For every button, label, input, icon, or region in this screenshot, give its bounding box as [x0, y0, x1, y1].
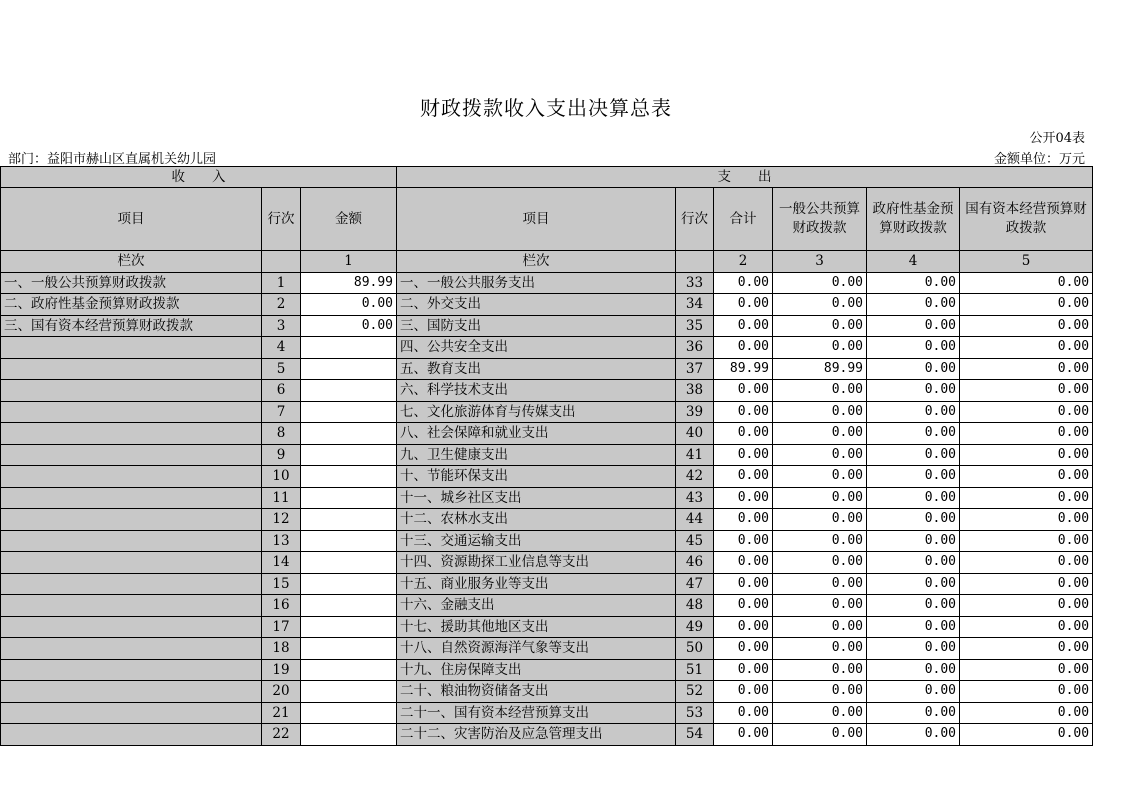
income-item-cell: [1, 552, 262, 574]
general-budget-cell: 0.00: [773, 272, 867, 294]
income-item-cell: 一、一般公共预算财政拨款: [1, 272, 262, 294]
income-amount-cell: [301, 444, 397, 466]
table-row: [1, 573, 1093, 595]
expense-item-cell: 十、节能环保支出: [397, 466, 676, 488]
income-row-no-cell: 18: [262, 638, 301, 660]
expense-item-cell: 六、科学技术支出: [397, 380, 676, 402]
expense-item-cell: 八、社会保障和就业支出: [397, 423, 676, 445]
general-budget-cell: 0.00: [773, 552, 867, 574]
income-lanci-label: 栏次: [1, 251, 262, 273]
total-cell: 0.00: [714, 638, 773, 660]
expense-row-no-cell: 48: [676, 595, 714, 617]
income-amount-cell: 0.00: [301, 315, 397, 337]
expense-row-no-cell: 45: [676, 530, 714, 552]
general-budget-cell: 0.00: [773, 401, 867, 423]
general-budget-cell: 0.00: [773, 659, 867, 681]
expense-item-cell: 十九、住房保障支出: [397, 659, 676, 681]
expense-item-cell: 十六、金融支出: [397, 595, 676, 617]
expense-item-cell: 二十一、国有资本经营预算支出: [397, 702, 676, 724]
total-cell: 0.00: [714, 272, 773, 294]
income-item-cell: 二、政府性基金预算财政拨款: [1, 294, 262, 316]
table-row: [1, 380, 1093, 402]
total-cell: 0.00: [714, 315, 773, 337]
income-item-cell: [1, 530, 262, 552]
total-cell: 0.00: [714, 294, 773, 316]
general-budget-cell: 0.00: [773, 530, 867, 552]
total-cell: 0.00: [714, 487, 773, 509]
expense-row-no-cell: 41: [676, 444, 714, 466]
fiscal-summary-table: [0, 166, 1093, 746]
total-cell: 0.00: [714, 380, 773, 402]
department-label: 部门：益阳市赫山区直属机关幼儿园: [8, 152, 217, 167]
income-item-cell: [1, 595, 262, 617]
income-item-cell: [1, 337, 262, 359]
expense-lanci-label: 栏次: [397, 251, 676, 273]
expense-row-no-cell: 47: [676, 573, 714, 595]
income-row-no-cell: 13: [262, 530, 301, 552]
form-number: 公开04表: [1029, 131, 1085, 146]
income-amount-cell: [301, 509, 397, 531]
general-budget-cell: 0.00: [773, 638, 867, 660]
state-capital-cell: 0.00: [960, 681, 1093, 703]
expense-row-no-cell: 50: [676, 638, 714, 660]
state-capital-cell: 0.00: [960, 638, 1093, 660]
income-row-no-cell: 19: [262, 659, 301, 681]
table-row: [1, 702, 1093, 724]
income-row-no-cell: 2: [262, 294, 301, 316]
fund-budget-header: 政府性基金预算财政拨款: [867, 188, 960, 251]
income-item-cell: [1, 487, 262, 509]
total-cell: 0.00: [714, 681, 773, 703]
expense-item-cell: 十七、援助其他地区支出: [397, 616, 676, 638]
column-header-row: [1, 188, 1093, 251]
expense-item-cell: 二、外交支出: [397, 294, 676, 316]
expense-row-no-cell: 36: [676, 337, 714, 359]
expense-item-cell: 一、一般公共服务支出: [397, 272, 676, 294]
income-amount-cell: [301, 595, 397, 617]
column-index-row: [1, 251, 1093, 273]
income-item-cell: [1, 573, 262, 595]
expense-item-cell: 十三、交通运输支出: [397, 530, 676, 552]
expense-item-cell: 四、公共安全支出: [397, 337, 676, 359]
income-amount-cell: [301, 358, 397, 380]
expense-row-no-cell: 43: [676, 487, 714, 509]
col-index-3: 3: [773, 251, 867, 273]
expense-item-cell: 十二、农林水支出: [397, 509, 676, 531]
table-row: [1, 272, 1093, 294]
general-budget-cell: 0.00: [773, 380, 867, 402]
total-cell: 0.00: [714, 444, 773, 466]
income-item-cell: [1, 466, 262, 488]
fund-budget-cell: 0.00: [867, 466, 960, 488]
income-amount-cell: 0.00: [301, 294, 397, 316]
income-amount-cell: [301, 638, 397, 660]
total-cell: 89.99: [714, 358, 773, 380]
fund-budget-cell: 0.00: [867, 401, 960, 423]
table-row: [1, 294, 1093, 316]
general-budget-cell: 0.00: [773, 702, 867, 724]
expense-row-no-cell: 44: [676, 509, 714, 531]
income-item-header: 项目: [1, 188, 262, 251]
income-row-no-cell: 11: [262, 487, 301, 509]
income-row-no-cell: 21: [262, 702, 301, 724]
income-row-no-cell: 15: [262, 573, 301, 595]
expense-section-header: 支 出: [397, 167, 1093, 188]
table-row: [1, 487, 1093, 509]
expense-row-no-cell: 42: [676, 466, 714, 488]
fund-budget-cell: 0.00: [867, 294, 960, 316]
expense-item-cell: 二十、粮油物资储备支出: [397, 681, 676, 703]
state-capital-cell: 0.00: [960, 272, 1093, 294]
income-row-no-cell: 9: [262, 444, 301, 466]
expense-item-cell: 七、文化旅游体育与传媒支出: [397, 401, 676, 423]
state-capital-cell: 0.00: [960, 315, 1093, 337]
income-row-no-cell: 6: [262, 380, 301, 402]
fund-budget-cell: 0.00: [867, 702, 960, 724]
expense-item-cell: 三、国防支出: [397, 315, 676, 337]
state-capital-cell: 0.00: [960, 509, 1093, 531]
state-capital-cell: 0.00: [960, 724, 1093, 746]
fund-budget-cell: 0.00: [867, 315, 960, 337]
income-amount-cell: [301, 423, 397, 445]
total-cell: 0.00: [714, 552, 773, 574]
income-amount-header: 金额: [301, 188, 397, 251]
state-capital-cell: 0.00: [960, 423, 1093, 445]
income-row-no-cell: 12: [262, 509, 301, 531]
income-amount-cell: [301, 466, 397, 488]
income-row-no-cell: 16: [262, 595, 301, 617]
expense-item-cell: 十八、自然资源海洋气象等支出: [397, 638, 676, 660]
expense-row-no-header: 行次: [676, 188, 714, 251]
income-item-cell: [1, 681, 262, 703]
table-row: [1, 444, 1093, 466]
table-row: [1, 315, 1093, 337]
income-item-cell: [1, 724, 262, 746]
fund-budget-cell: 0.00: [867, 616, 960, 638]
expense-item-cell: 十一、城乡社区支出: [397, 487, 676, 509]
income-amount-cell: [301, 487, 397, 509]
income-item-cell: [1, 702, 262, 724]
total-cell: 0.00: [714, 401, 773, 423]
expense-row-no-cell: 52: [676, 681, 714, 703]
state-capital-cell: 0.00: [960, 702, 1093, 724]
income-row-no-header: 行次: [262, 188, 301, 251]
income-section-header: 收 入: [1, 167, 397, 188]
income-item-cell: [1, 444, 262, 466]
state-capital-cell: 0.00: [960, 401, 1093, 423]
income-row-no-cell: 3: [262, 315, 301, 337]
general-budget-cell: 0.00: [773, 315, 867, 337]
income-item-cell: [1, 358, 262, 380]
table-row: [1, 724, 1093, 746]
total-cell: 0.00: [714, 466, 773, 488]
income-amount-cell: [301, 337, 397, 359]
income-amount-cell: [301, 573, 397, 595]
total-header: 合计: [714, 188, 773, 251]
income-item-cell: [1, 638, 262, 660]
income-row-no-cell: 22: [262, 724, 301, 746]
income-amount-cell: [301, 724, 397, 746]
income-amount-cell: [301, 401, 397, 423]
fund-budget-cell: 0.00: [867, 423, 960, 445]
expense-item-header: 项目: [397, 188, 676, 251]
expense-item-cell: 五、教育支出: [397, 358, 676, 380]
income-amount-cell: [301, 659, 397, 681]
general-budget-cell: 0.00: [773, 573, 867, 595]
general-budget-cell: 89.99: [773, 358, 867, 380]
col-index-4: 4: [867, 251, 960, 273]
fund-budget-cell: 0.00: [867, 487, 960, 509]
total-cell: 0.00: [714, 423, 773, 445]
state-capital-cell: 0.00: [960, 487, 1093, 509]
col-index-5: 5: [960, 251, 1093, 273]
state-capital-cell: 0.00: [960, 552, 1093, 574]
total-cell: 0.00: [714, 616, 773, 638]
income-amount-cell: [301, 616, 397, 638]
table-row: [1, 466, 1093, 488]
table-row: [1, 552, 1093, 574]
expense-row-no-cell: 35: [676, 315, 714, 337]
col-index-2: 2: [714, 251, 773, 273]
state-capital-cell: 0.00: [960, 444, 1093, 466]
income-row-no-cell: 20: [262, 681, 301, 703]
expense-row-no-cell: 34: [676, 294, 714, 316]
expense-row-no-cell: 51: [676, 659, 714, 681]
expense-row-no-cell: 33: [676, 272, 714, 294]
table-row: [1, 530, 1093, 552]
total-cell: 0.00: [714, 509, 773, 531]
income-item-cell: [1, 423, 262, 445]
fund-budget-cell: 0.00: [867, 380, 960, 402]
table-row: [1, 616, 1093, 638]
fund-budget-cell: 0.00: [867, 509, 960, 531]
table-row: [1, 681, 1093, 703]
table-row: [1, 423, 1093, 445]
general-budget-cell: 0.00: [773, 337, 867, 359]
general-budget-cell: 0.00: [773, 509, 867, 531]
income-item-cell: [1, 659, 262, 681]
table-row: [1, 595, 1093, 617]
section-header-row: [1, 167, 1093, 188]
income-amount-cell: 89.99: [301, 272, 397, 294]
fund-budget-cell: 0.00: [867, 573, 960, 595]
fund-budget-cell: 0.00: [867, 638, 960, 660]
general-budget-cell: 0.00: [773, 724, 867, 746]
fund-budget-cell: 0.00: [867, 595, 960, 617]
fund-budget-cell: 0.00: [867, 659, 960, 681]
state-capital-cell: 0.00: [960, 530, 1093, 552]
fund-budget-cell: 0.00: [867, 724, 960, 746]
general-budget-cell: 0.00: [773, 616, 867, 638]
income-row-no-cell: 17: [262, 616, 301, 638]
fund-budget-cell: 0.00: [867, 358, 960, 380]
expense-item-cell: 十五、商业服务业等支出: [397, 573, 676, 595]
total-cell: 0.00: [714, 337, 773, 359]
general-budget-cell: 0.00: [773, 487, 867, 509]
expense-row-no-cell: 37: [676, 358, 714, 380]
general-budget-cell: 0.00: [773, 681, 867, 703]
general-budget-cell: 0.00: [773, 294, 867, 316]
state-capital-cell: 0.00: [960, 294, 1093, 316]
income-amount-cell: [301, 681, 397, 703]
income-row-no-cell: 5: [262, 358, 301, 380]
fund-budget-cell: 0.00: [867, 681, 960, 703]
general-budget-cell: 0.00: [773, 423, 867, 445]
total-cell: 0.00: [714, 702, 773, 724]
state-capital-cell: 0.00: [960, 573, 1093, 595]
income-row-no-cell: 10: [262, 466, 301, 488]
state-capital-cell: 0.00: [960, 616, 1093, 638]
total-cell: 0.00: [714, 573, 773, 595]
table-row: [1, 638, 1093, 660]
income-item-cell: [1, 380, 262, 402]
income-row-no-cell: 1: [262, 272, 301, 294]
expense-row-no-cell: 49: [676, 616, 714, 638]
expense-row-no-cell: 46: [676, 552, 714, 574]
fund-budget-cell: 0.00: [867, 444, 960, 466]
table-row: [1, 337, 1093, 359]
fund-budget-cell: 0.00: [867, 552, 960, 574]
total-cell: 0.00: [714, 595, 773, 617]
state-capital-cell: 0.00: [960, 659, 1093, 681]
expense-row-no-cell: 53: [676, 702, 714, 724]
general-budget-header: 一般公共预算财政拨款: [773, 188, 867, 251]
state-capital-cell: 0.00: [960, 337, 1093, 359]
income-item-cell: [1, 401, 262, 423]
expense-row-no-cell: 39: [676, 401, 714, 423]
table-row: [1, 509, 1093, 531]
fund-budget-cell: 0.00: [867, 337, 960, 359]
total-cell: 0.00: [714, 530, 773, 552]
income-row-no-cell: 8: [262, 423, 301, 445]
income-item-cell: [1, 509, 262, 531]
expense-item-cell: 十四、资源勘探工业信息等支出: [397, 552, 676, 574]
state-capital-cell: 0.00: [960, 466, 1093, 488]
expense-item-cell: 九、卫生健康支出: [397, 444, 676, 466]
total-cell: 0.00: [714, 724, 773, 746]
state-capital-cell: 0.00: [960, 358, 1093, 380]
income-row-no-cell: 7: [262, 401, 301, 423]
income-amount-cell: [301, 530, 397, 552]
expense-row-no-cell: 40: [676, 423, 714, 445]
income-item-cell: [1, 616, 262, 638]
income-amount-cell: [301, 552, 397, 574]
state-capital-cell: 0.00: [960, 380, 1093, 402]
amount-unit-label: 金额单位：万元: [993, 152, 1085, 167]
income-item-cell: 三、国有资本经营预算财政拨款: [1, 315, 262, 337]
table-row: [1, 659, 1093, 681]
col-index-1: 1: [301, 251, 397, 273]
income-amount-cell: [301, 380, 397, 402]
general-budget-cell: 0.00: [773, 466, 867, 488]
state-capital-cell: 0.00: [960, 595, 1093, 617]
income-amount-cell: [301, 702, 397, 724]
state-capital-header: 国有资本经营预算财政拨款: [960, 188, 1093, 251]
income-row-no-cell: 4: [262, 337, 301, 359]
page-title: 财政拨款收入支出决算总表: [420, 96, 672, 120]
expense-row-no-cell: 54: [676, 724, 714, 746]
general-budget-cell: 0.00: [773, 444, 867, 466]
total-cell: 0.00: [714, 659, 773, 681]
fund-budget-cell: 0.00: [867, 530, 960, 552]
fund-budget-cell: 0.00: [867, 272, 960, 294]
expense-item-cell: 二十二、灾害防治及应急管理支出: [397, 724, 676, 746]
income-row-no-cell: 14: [262, 552, 301, 574]
expense-row-no-cell: 38: [676, 380, 714, 402]
table-row: [1, 358, 1093, 380]
general-budget-cell: 0.00: [773, 595, 867, 617]
table-row: [1, 401, 1093, 423]
